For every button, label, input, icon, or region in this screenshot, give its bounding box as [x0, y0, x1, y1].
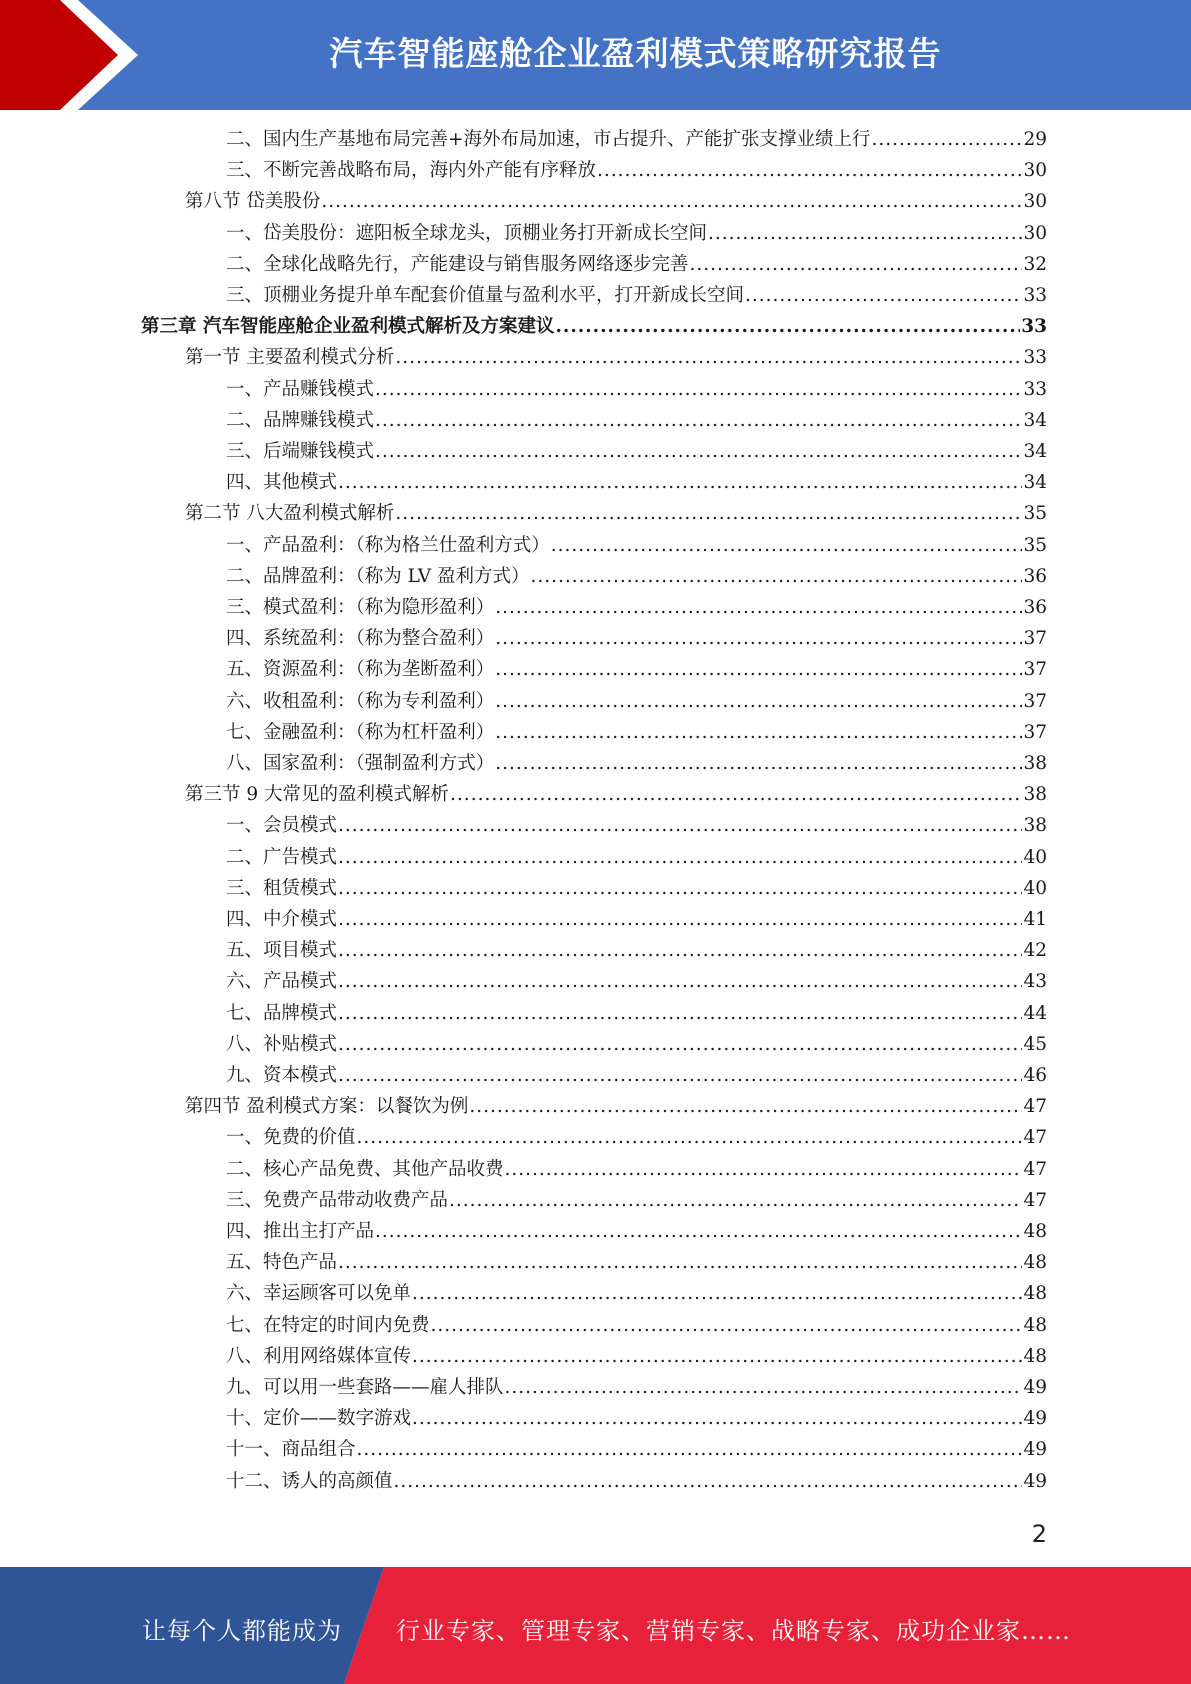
toc-entry-title: 四、中介模式 [226, 909, 338, 930]
toc-entry-title: 第三章 汽车智能座舱企业盈利模式解析及方案建议 [141, 316, 555, 338]
toc-entry[interactable] [226, 252, 1047, 278]
toc-entry-title: 三、模式盈利：（称为隐形盈利） [226, 597, 495, 618]
toc-entry[interactable] [226, 221, 1047, 247]
toc-entry-page: 48 [1023, 1345, 1047, 1367]
page-number: 2 [1031, 1520, 1047, 1548]
toc-leader-dots [495, 626, 1022, 652]
toc-leader-dots [357, 1125, 1023, 1151]
toc-entry-title: 九、可以用一些套路——雇人排队 [226, 1377, 504, 1398]
toc-entry-title: 第一节 主要盈利模式分析 [185, 347, 395, 369]
toc-entry-page: 36 [1023, 597, 1047, 618]
toc-entry-title: 二、品牌盈利：（称为 LV 盈利方式） [226, 565, 530, 587]
toc-entry-title: 四、其他模式 [226, 472, 338, 494]
toc-leader-dots [495, 657, 1022, 683]
toc-entry[interactable] [226, 938, 1047, 964]
toc-entry-title: 二、全球化战略先行，产能建设与销售服务网络逐步完善 [226, 253, 689, 275]
toc-entry-title: 一、产品赚钱模式 [226, 378, 375, 400]
toc-entry-title: 五、特色产品 [226, 1252, 338, 1274]
toc-entry-title: 六、收租盈利：（称为专利盈利） [226, 690, 495, 712]
toc-entry[interactable] [226, 1281, 1047, 1307]
toc-entry-page: 40 [1023, 846, 1047, 868]
toc-entry-title: 二、核心产品免费、其他产品收费 [226, 1158, 504, 1180]
toc-leader-dots [495, 595, 1022, 621]
toc-entry[interactable] [226, 1250, 1047, 1276]
toc-leader-dots [375, 408, 1022, 434]
toc-entry-page: 37 [1023, 690, 1047, 712]
toc-entry-title: 五、资源盈利：（称为垄断盈利） [226, 659, 495, 681]
toc-leader-dots [690, 252, 1023, 278]
toc-entry-title: 第二节 八大盈利模式解析 [185, 503, 395, 525]
toc-entry-title: 五、项目模式 [226, 940, 338, 962]
toc-entry[interactable] [226, 1188, 1047, 1214]
toc-entry-title: 二、广告模式 [226, 846, 338, 868]
toc-leader-dots [450, 782, 1022, 808]
toc-entry-page: 34 [1023, 441, 1047, 462]
toc-entry-title: 八、补贴模式 [226, 1033, 338, 1055]
toc-entry-title: 十一、商品组合 [226, 1439, 356, 1461]
toc-entry-page: 37 [1023, 628, 1047, 650]
toc-entry-page: 48 [1023, 1221, 1047, 1242]
toc-leader-dots [555, 314, 1020, 340]
toc-entry-title: 四、推出主打产品 [226, 1221, 375, 1242]
toc-entry-page: 48 [1023, 1252, 1047, 1274]
toc-leader-dots [551, 533, 1023, 559]
toc-entry-page: 36 [1023, 565, 1047, 587]
toc-entry-page: 44 [1023, 1002, 1047, 1024]
toc-entry-page: 48 [1023, 1283, 1047, 1305]
toc-entry[interactable] [226, 1437, 1047, 1463]
toc-entry-title: 三、免费产品带动收费产品 [226, 1189, 449, 1211]
toc-leader-dots [357, 1437, 1023, 1463]
toc-entry-page: 30 [1023, 191, 1047, 213]
toc-leader-dots [375, 1219, 1022, 1245]
toc-entry[interactable] [226, 1125, 1047, 1151]
toc-entry-page: 33 [1021, 316, 1047, 338]
toc-entry-title: 二、国内生产基地布局完善+海外布局加速，市占提升、产能扩张支撑业绩上行 [226, 129, 871, 150]
toc-entry-title: 一、免费的价值 [226, 1127, 356, 1149]
toc-entry[interactable] [226, 408, 1047, 434]
toc-entry-title: 十、定价——数字游戏 [226, 1408, 412, 1430]
toc-entry-title: 第八节 岱美股份 [185, 191, 321, 213]
toc-entry[interactable] [226, 657, 1047, 683]
toc-entry-title: 一、会员模式 [226, 815, 338, 837]
toc-entry[interactable] [226, 1375, 1047, 1401]
toc-leader-dots [431, 1313, 1023, 1339]
toc-entry-title: 三、后端赚钱模式 [226, 441, 375, 462]
toc-entry[interactable] [226, 813, 1047, 839]
toc-leader-dots [412, 1344, 1022, 1370]
toc-entry[interactable] [226, 1344, 1047, 1370]
toc-leader-dots [338, 969, 1022, 995]
toc-leader-dots [395, 501, 1022, 527]
toc-leader-dots [394, 1469, 1023, 1495]
toc-entry-page: 34 [1023, 409, 1047, 431]
toc-entry-title: 三、顶棚业务提升单车配套价值量与盈利水平，打开新成长空间 [226, 285, 745, 306]
toc-leader-dots [449, 1188, 1022, 1214]
toc-leader-dots [495, 689, 1022, 715]
toc-leader-dots [505, 1375, 1023, 1401]
toc-entry-page: 32 [1023, 253, 1047, 275]
toc-entry-page: 35 [1023, 503, 1047, 525]
toc-entry[interactable] [185, 501, 1047, 527]
toc-entry-title: 七、金融盈利：（称为杠杆盈利） [226, 721, 495, 743]
toc-entry-page: 47 [1023, 1096, 1047, 1118]
toc-leader-dots [338, 1250, 1022, 1276]
toc-leader-dots [505, 1157, 1023, 1183]
toc-entry[interactable] [226, 876, 1047, 902]
toc-leader-dots [321, 189, 1022, 215]
toc-entry-page: 47 [1023, 1189, 1047, 1211]
toc-entry[interactable] [185, 1094, 1047, 1120]
toc-entry-title: 一、产品盈利：（称为格兰仕盈利方式） [226, 534, 550, 556]
toc-entry-title: 第四节 盈利模式方案：以餐饮为例 [185, 1096, 469, 1118]
toc-entry[interactable] [226, 595, 1047, 621]
toc-entry-page: 49 [1023, 1408, 1047, 1430]
toc-entry[interactable] [226, 283, 1047, 309]
toc-entry[interactable] [226, 1469, 1047, 1495]
toc-entry-page: 49 [1023, 1377, 1047, 1398]
toc-leader-dots [338, 813, 1022, 839]
toc-entry[interactable] [226, 158, 1047, 184]
toc-entry-title: 十二、诱人的高颜值 [226, 1470, 393, 1492]
toc-leader-dots [338, 470, 1022, 496]
toc-leader-dots [375, 377, 1022, 403]
toc-leader-dots [395, 345, 1022, 371]
footer-slogan-left: 让每个人都能成为 [142, 1617, 342, 1645]
toc-entry-page: 41 [1023, 909, 1047, 930]
toc-entry-page: 37 [1023, 659, 1047, 681]
toc-entry-title: 三、不断完善战略布局，海内外产能有序释放 [226, 160, 597, 182]
toc-leader-dots [495, 751, 1022, 777]
toc-leader-dots [708, 221, 1022, 247]
toc-entry-page: 47 [1023, 1127, 1047, 1149]
toc-entry[interactable] [226, 470, 1047, 496]
toc-entry[interactable] [226, 969, 1047, 995]
toc-entry[interactable] [226, 720, 1047, 746]
toc-entry[interactable] [226, 1001, 1047, 1027]
toc-leader-dots [338, 1032, 1022, 1058]
toc-entry[interactable] [226, 377, 1047, 403]
toc-entry-page: 45 [1023, 1033, 1047, 1055]
toc-entry[interactable] [226, 1219, 1047, 1245]
footer-slogan-right: 行业专家、管理专家、营销专家、战略专家、成功企业家…… [396, 1617, 1071, 1645]
toc-leader-dots [375, 439, 1022, 465]
toc-entry-page: 38 [1023, 784, 1047, 806]
toc-entry[interactable] [226, 1313, 1047, 1339]
toc-entry-page: 38 [1023, 815, 1047, 837]
toc-entry-title: 七、在特定的时间内免费 [226, 1314, 430, 1336]
toc-leader-dots [745, 283, 1022, 309]
toc-entry-page: 49 [1023, 1439, 1047, 1461]
report-title: 汽车智能座舱企业盈利模式策略研究报告 [329, 34, 942, 73]
toc-entry[interactable] [226, 845, 1047, 871]
toc-entry-page: 48 [1023, 1314, 1047, 1336]
toc-entry-page: 30 [1023, 222, 1047, 244]
toc-entry-title: 三、租赁模式 [226, 877, 338, 899]
toc-entry-title: 第三节 9 大常见的盈利模式解析 [185, 784, 450, 806]
toc-leader-dots [530, 564, 1022, 590]
toc-entry[interactable] [226, 626, 1047, 652]
toc-entry-page: 37 [1023, 721, 1047, 743]
toc-entry[interactable] [226, 751, 1047, 777]
toc-leader-dots [872, 127, 1023, 153]
toc-entry-page: 43 [1023, 971, 1047, 993]
toc-entry[interactable] [226, 907, 1047, 933]
page-header [0, 0, 1191, 110]
toc-entry-title: 八、利用网络媒体宣传 [226, 1345, 412, 1367]
toc-leader-dots [338, 938, 1022, 964]
toc-entry[interactable] [226, 439, 1047, 465]
toc-entry-title: 四、系统盈利：（称为整合盈利） [226, 628, 495, 650]
toc-entry[interactable] [226, 127, 1047, 153]
toc-entry-page: 33 [1023, 378, 1047, 400]
toc-leader-dots [338, 876, 1022, 902]
toc-entry-title: 八、国家盈利：（强制盈利方式） [226, 753, 495, 774]
toc-entry-page: 47 [1023, 1158, 1047, 1180]
toc-entry[interactable] [185, 345, 1047, 371]
toc-entry-page: 29 [1023, 129, 1047, 150]
toc-entry[interactable] [141, 314, 1047, 340]
toc-entry-page: 42 [1023, 940, 1047, 962]
toc-entry-title: 九、资本模式 [226, 1065, 338, 1086]
toc-entry-title: 六、幸运顾客可以免单 [226, 1283, 412, 1305]
toc-entry[interactable] [226, 1406, 1047, 1432]
toc-entry-page: 40 [1023, 877, 1047, 899]
toc-leader-dots [338, 1063, 1022, 1089]
toc-entry-page: 34 [1023, 472, 1047, 494]
toc-entry-page: 46 [1023, 1065, 1047, 1086]
toc-leader-dots [338, 1001, 1022, 1027]
toc-leader-dots [495, 720, 1022, 746]
toc-leader-dots [412, 1281, 1022, 1307]
toc-entry-page: 35 [1023, 534, 1047, 556]
toc-entry[interactable] [226, 1032, 1047, 1058]
toc-entry[interactable] [226, 689, 1047, 715]
toc-entry-title: 一、岱美股份：遮阳板全球龙头，顶棚业务打开新成长空间 [226, 222, 708, 244]
toc-leader-dots [412, 1406, 1022, 1432]
toc-entry-title: 二、品牌赚钱模式 [226, 409, 375, 431]
toc-entry-title: 七、品牌模式 [226, 1002, 338, 1024]
toc-entry-page: 38 [1023, 753, 1047, 774]
toc-entry[interactable] [185, 189, 1047, 215]
toc-entry[interactable] [226, 1063, 1047, 1089]
toc-leader-dots [338, 907, 1022, 933]
chevron-arrow-icon [0, 0, 160, 110]
toc-entry[interactable] [185, 782, 1047, 808]
toc-leader-dots [338, 845, 1022, 871]
toc-entry[interactable] [226, 1157, 1047, 1183]
toc-entry[interactable] [226, 533, 1047, 559]
toc-leader-dots [597, 158, 1022, 184]
toc-entry-page: 49 [1023, 1470, 1047, 1492]
toc-entry-title: 六、产品模式 [226, 971, 338, 993]
toc-leader-dots [469, 1094, 1022, 1120]
toc-entry-page: 33 [1023, 285, 1047, 306]
toc-entry[interactable] [226, 564, 1047, 590]
toc-entry-page: 30 [1023, 160, 1047, 182]
page-footer [0, 1567, 1191, 1684]
toc-entry-page: 33 [1023, 347, 1047, 369]
